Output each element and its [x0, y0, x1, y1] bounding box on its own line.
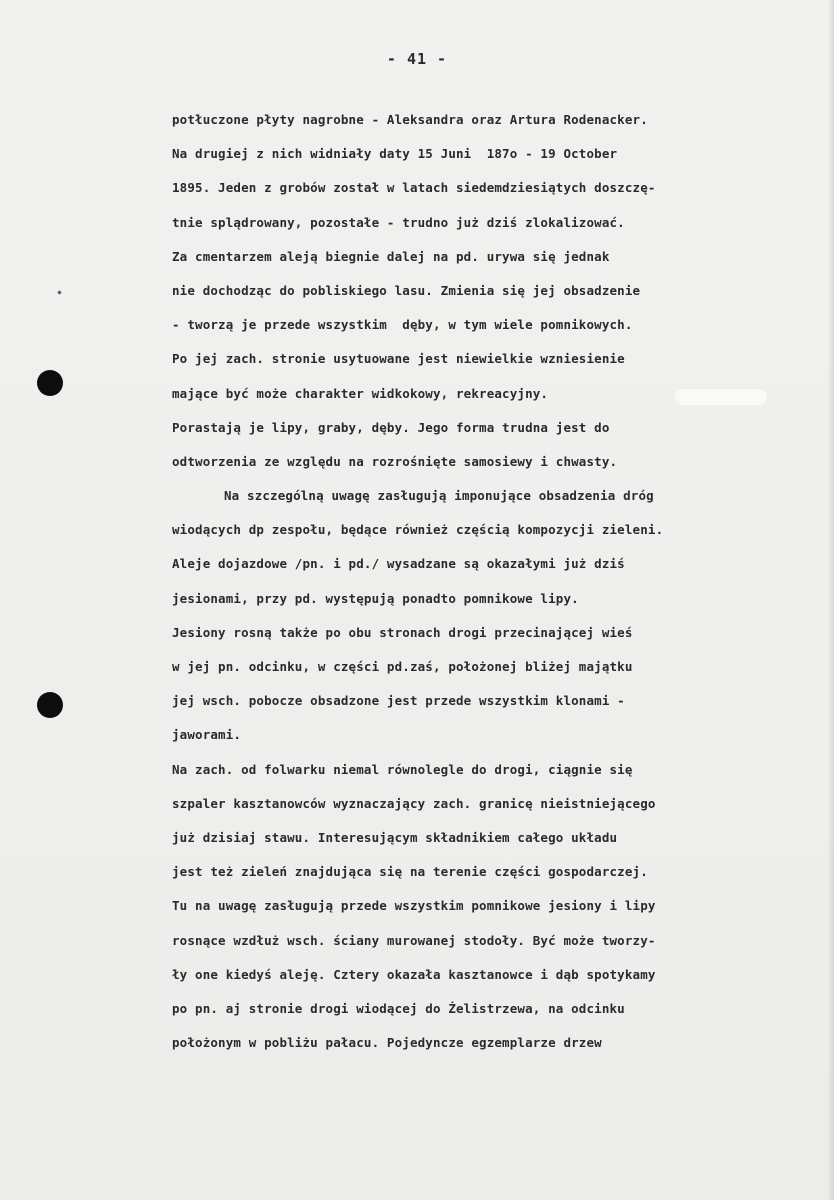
- ink-speck: [57, 290, 61, 294]
- text-line: 1895. Jeden z grobów został w latach siedemdziesiątych doszczę-: [172, 180, 656, 196]
- text-line: Porastają je lipy, graby, dęby. Jego forma trudna jest do: [172, 419, 610, 435]
- text-line: mające być może charakter widkokowy, rekreacyjny.: [172, 385, 549, 401]
- text-line: Jesiony rosną także po obu stronach drogi przecinającej wieś: [172, 624, 633, 640]
- text-line: Na drugiej z nich widniały daty 15 Juni 187o - 19 October: [172, 146, 618, 162]
- text-line: Na szczególną uwagę zasługują imponujące obsadzenia dróg: [224, 488, 654, 504]
- text-line: w jej pn. odcinku, w części pd.zaś, położonej bliżej majątku: [172, 659, 633, 674]
- page-number: - 41 -: [386, 50, 448, 68]
- text-line: jej wsch. pobocze obsadzone jest przede wszystkim klonami -: [172, 693, 625, 709]
- text-line: po pn. aj stronie drogi wiodącej do Żelistrzewa, na odcinku: [172, 1000, 625, 1016]
- text-line: odtworzenia ze względu na rozrośnięte samosiewy i chwasty.: [172, 453, 618, 469]
- text-line: Tu na uwagę zasługują przede wszystkim pomnikowe jesiony i lipy: [172, 898, 656, 914]
- text-line: - tworzą je przede wszystkim dęby, w tym wiele pomnikowych.: [172, 317, 633, 333]
- text-line: rosnące wzdłuż wsch. ściany murowanej stodoły. Być może tworzy-: [172, 932, 656, 948]
- text-line: Aleje dojazdowe /pn. i pd./ wysadzane są okazałymi już dziś: [172, 556, 625, 572]
- text-line: Po jej zach. stronie usytuowane jest niewielkie wzniesienie: [172, 351, 625, 367]
- punch-hole-top: [37, 370, 63, 396]
- text-line: już dzisiaj stawu. Interesującym składnikiem całego układu: [172, 829, 618, 845]
- text-line: jesionami, przy pd. występują ponadto pomnikowe lipy.: [172, 590, 579, 606]
- text-line: szpaler kasztanowców wyznaczający zach. granicę nieistniejącego: [172, 795, 656, 811]
- text-line: Za cmentarzem aleją biegnie dalej na pd. urywa się jednak: [172, 248, 610, 264]
- punch-hole-bottom: [37, 692, 63, 718]
- text-line: ły one kiedyś aleję. Cztery okazała kasztanowce i dąb spotykamy: [172, 966, 656, 982]
- text-line: położonym w pobliżu pałacu. Pojedyncze egzemplarze drzew: [172, 1035, 602, 1051]
- typed-text-body: [172, 103, 832, 1060]
- text-line: nie dochodząc do pobliskiego lasu. Zmienia się jej obsadzenie: [172, 282, 641, 298]
- text-line: potłuczone płyty nagrobne - Aleksandra oraz Artura Rodenacker.: [172, 112, 648, 127]
- text-line: jest też zieleń znajdująca się na terenie części gospodarczej.: [172, 864, 648, 880]
- text-line: jaworami.: [172, 727, 242, 743]
- text-line: wiodących dp zespołu, będące również częścią kompozycji zieleni.: [172, 522, 664, 538]
- text-line: tnie splądrowany, pozostałe - trudno już dziś zlokalizować.: [172, 214, 625, 230]
- text-line: Na zach. od folwarku niemal równolegle do drogi, ciągnie się: [172, 761, 633, 777]
